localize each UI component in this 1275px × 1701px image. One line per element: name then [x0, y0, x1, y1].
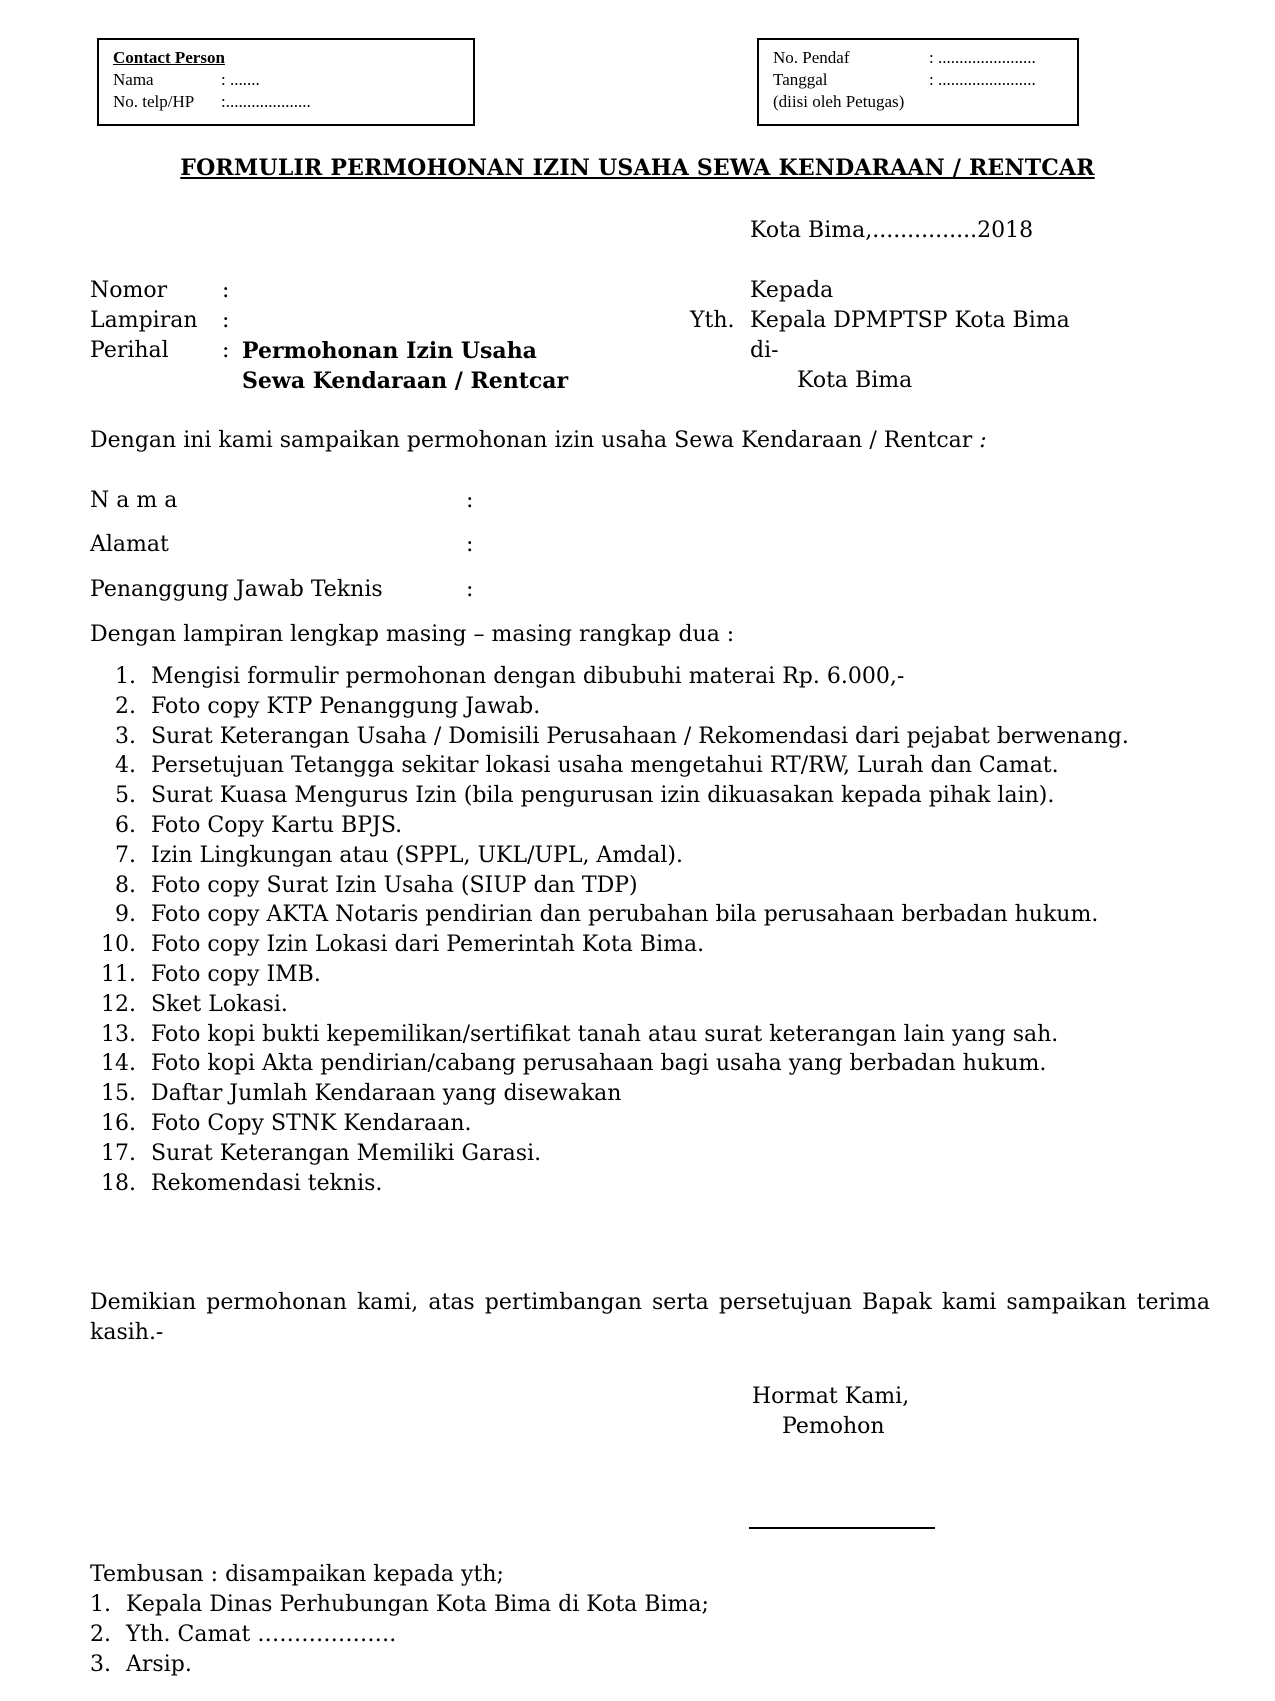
requirement-item [101, 930, 1210, 960]
registration-number-value: : ....................... [929, 48, 1036, 67]
requirements-list [101, 662, 1210, 1198]
requirement-item [115, 871, 1210, 901]
field-pj-colon: : [466, 577, 474, 602]
requirement-number: 14. [101, 1051, 136, 1077]
cc-text: Arsip. [126, 1652, 192, 1677]
requirement-text: Foto copy KTP Penanggung Jawab. [151, 693, 541, 719]
closing-paragraph: Demikian permohonan kami, atas pertimbangan serta persetujuan Bapak kami sampaikan terima kasih.- [90, 1290, 1210, 1345]
registration-date-label: Tanggal [773, 70, 828, 89]
requirement-number: 4. [115, 753, 136, 779]
requirement-number: 1. [115, 664, 136, 689]
cc-text: Kepala Dinas Perhubungan Kota Bima di Kota Bima; [126, 1592, 709, 1617]
requirement-item [115, 841, 1210, 871]
field-pj-label: Penanggung Jawab Teknis [90, 577, 383, 602]
requirement-item [115, 781, 1210, 811]
contact-name-label: Nama [113, 70, 154, 89]
cc-item [90, 1590, 709, 1620]
requirement-text: Mengisi formulir permohonan dengan dibubuhi materai Rp. 6.000,- [151, 664, 905, 689]
requirement-text: Surat Keterangan Usaha / Domisili Perusahaan / Rekomendasi dari pejabat berwenang. [151, 723, 1129, 749]
intro-text [90, 426, 987, 456]
addressee-yth: Yth. [690, 308, 735, 333]
intro-sentence: Dengan ini kami sampaikan permohonan izin usaha Sewa Kendaraan / Rentcar [90, 428, 973, 453]
requirement-text: Foto kopi Akta pendirian/cabang perusahaan bagi usaha yang berbadan hukum. [151, 1051, 1047, 1077]
intro-colon: : [979, 428, 987, 453]
requirement-item [115, 722, 1210, 752]
addressee-city: Kota Bima [797, 368, 913, 393]
requirement-item [101, 1079, 1210, 1109]
requirement-item [115, 900, 1210, 930]
addressee-recipient: Kepala DPMPTSP Kota Bima [750, 308, 1070, 333]
requirement-number: 13. [101, 1021, 136, 1047]
cc-number: 1. [90, 1592, 111, 1617]
nomor-label: Nomor [90, 278, 168, 303]
field-alamat-label: Alamat [90, 532, 169, 557]
requirement-text: Foto copy IMB. [151, 961, 321, 987]
requirement-text: Sket Lokasi. [151, 991, 288, 1017]
signature-role: Pemohon [782, 1414, 885, 1439]
requirement-number: 16. [101, 1110, 136, 1136]
requirement-text: Daftar Jumlah Kendaraan yang disewakan [151, 1081, 622, 1107]
registration-box [757, 38, 1079, 126]
cc-text: Yth. Camat ………………. [126, 1622, 397, 1647]
requirement-text: Persetujuan Tetangga sekitar lokasi usaha mengetahui RT/RW, Lurah dan Camat. [151, 753, 1059, 779]
requirement-item [101, 1139, 1210, 1169]
cc-item [90, 1620, 709, 1650]
officer-note: (diisi oleh Petugas) [773, 92, 905, 111]
requirement-number: 18. [101, 1170, 136, 1196]
field-nama-label: N a m a [90, 488, 178, 513]
requirement-text: Foto copy AKTA Notaris pendirian dan perubahan bila perusahaan berbadan hukum. [151, 902, 1099, 928]
requirement-item [115, 811, 1210, 841]
field-nama-colon: : [466, 488, 474, 513]
lampiran-colon: : [222, 308, 230, 333]
requirement-item [115, 662, 1210, 692]
cc-list [90, 1590, 709, 1680]
requirement-item [101, 1109, 1210, 1139]
perihal-line-1: Permohonan Izin Usaha [242, 338, 537, 364]
requirement-number: 11. [101, 961, 136, 987]
registration-number-label: No. Pendaf [773, 48, 850, 67]
addressee-kepada: Kepada [750, 278, 834, 303]
perihal-label: Perihal [90, 338, 169, 363]
perihal-colon: : [222, 338, 230, 363]
requirement-number: 6. [115, 812, 136, 838]
requirement-number: 2. [115, 693, 136, 719]
requirement-text: Foto Copy Kartu BPJS. [151, 812, 403, 838]
nomor-colon: : [222, 278, 230, 303]
requirement-number: 3. [115, 723, 136, 749]
requirement-text: Foto kopi bukti kepemilikan/sertifikat tanah atau surat keterangan lain yang sah. [151, 1021, 1059, 1047]
field-alamat-colon: : [466, 532, 474, 557]
requirement-text: Rekomendasi teknis. [151, 1170, 383, 1196]
cc-number: 3. [90, 1652, 111, 1677]
requirement-item [101, 960, 1210, 990]
signature-line [749, 1527, 935, 1529]
contact-phone-label: No. telp/HP [113, 92, 195, 111]
requirement-text: Foto Copy STNK Kendaraan. [151, 1110, 472, 1136]
signature-regards: Hormat Kami, [752, 1384, 910, 1409]
requirement-item [101, 1020, 1210, 1050]
requirement-number: 15. [101, 1081, 136, 1107]
requirement-item [101, 990, 1210, 1020]
requirement-item [101, 1169, 1210, 1199]
contact-phone-value: :.................... [221, 92, 311, 111]
lampiran-label: Lampiran [90, 308, 198, 333]
requirement-item [101, 1049, 1210, 1079]
cc-item [90, 1650, 709, 1680]
requirement-number: 5. [115, 783, 136, 809]
contact-name-value: : ....... [221, 70, 260, 89]
addressee-di: di- [750, 338, 779, 363]
requirement-number: 8. [115, 872, 136, 898]
contact-person-box [97, 38, 475, 126]
requirement-text: Foto copy Izin Lokasi dari Pemerintah Kota Bima. [151, 932, 705, 958]
requirement-text: Surat Keterangan Memiliki Garasi. [151, 1140, 542, 1166]
form-title: FORMULIR PERMOHONAN IZIN USAHA SEWA KENDARAAN / RENTCAR [180, 155, 1095, 181]
cc-number: 2. [90, 1622, 111, 1647]
requirement-text: Surat Kuasa Mengurus Izin (bila pengurusan izin dikuasakan kepada pihak lain). [151, 783, 1055, 809]
requirement-number: 17. [101, 1140, 136, 1166]
requirement-item [115, 692, 1210, 722]
requirement-number: 12. [101, 991, 136, 1017]
cc-heading: Tembusan : disampaikan kepada yth; [90, 1562, 504, 1587]
place-date: Kota Bima,...............2018 [750, 218, 1034, 243]
registration-date-value: : ....................... [929, 70, 1036, 89]
attachments-intro: Dengan lampiran lengkap masing – masing rangkap dua : [90, 622, 735, 647]
perihal-line-2: Sewa Kendaraan / Rentcar [242, 368, 569, 394]
requirement-number: 7. [115, 842, 136, 868]
requirement-text: Izin Lingkungan atau (SPPL, UKL/UPL, Amdal). [151, 842, 683, 868]
requirement-text: Foto copy Surat Izin Usaha (SIUP dan TDP) [151, 872, 638, 898]
requirement-item [115, 751, 1210, 781]
contact-person-heading: Contact Person [113, 48, 225, 67]
requirement-number: 10. [101, 932, 136, 958]
requirement-number: 9. [115, 902, 136, 928]
